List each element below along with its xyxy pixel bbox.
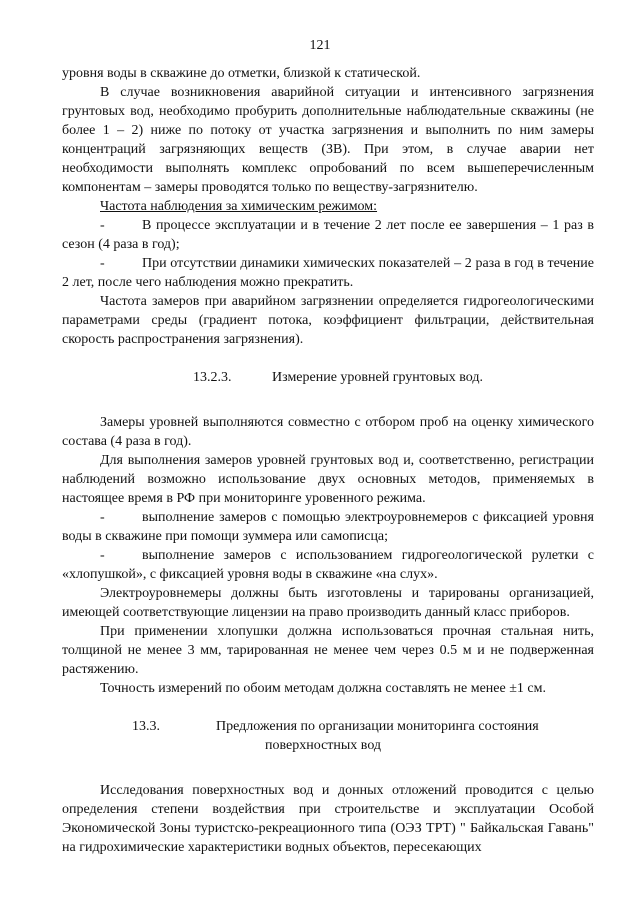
section-title: Предложения по организации мониторинга состояния	[216, 719, 539, 734]
paragraph: уровня воды в скважине до отметки, близкой к статической.	[62, 66, 421, 81]
paragraph: Точность измерений по обоим методам должна составлять не менее ±1 см.	[100, 681, 546, 696]
paragraph: Электроуровнемеры должны быть изготовлены и тарированы организацией, имеющей соответствующие лицензии на право производить данный класс приборов.	[62, 586, 594, 620]
bullet-dash: -	[100, 256, 105, 271]
paragraph: Исследования поверхностных вод и донных отложений проводится с целью определения степени воздействия при строительстве и эксплуатации Особой Экономической Зоны туристско-рекреационного типа (ОЭЗ ТРТ) " Байкальская Гавань" на гидрохимические характеристики водных объектов, пересекающих	[62, 783, 594, 855]
section-number: 13.3.	[132, 719, 160, 734]
list-item	[62, 254, 594, 292]
section-heading-continued	[62, 736, 594, 755]
paragraph: В случае возникновения аварийной ситуации и интенсивного загрязнения грунтовых вод, необходимо пробурить дополнительные наблюдательные скважины (не более 1 – 2) ниже по потоку от участка загрязнения и выполнить по ним замеры концентраций загрязняющих веществ (ЗВ). При этом, в случае аварии нет необходимости выполнять комплекс опробований по всем вышеперечисленным компонентам – замеры проводятся только по веществу-загрязнителю.	[62, 85, 594, 195]
list-item	[62, 508, 594, 546]
list-item-text: При отсутствии динамики химических показателей – 2 раза в год в течение 2 лет, после чего наблюдения можно прекратить.	[62, 256, 594, 290]
section-heading	[62, 717, 594, 736]
bullet-dash: -	[100, 218, 105, 233]
list-item	[62, 546, 594, 584]
paragraph: Частота замеров при аварийном загрязнении определяется гидрогеологическими параметрами среды (градиент потока, коэффициент фильтрации, действительная скорость распространения загрязнения).	[62, 294, 594, 347]
list-item-text: выполнение замеров с использованием гидрогеологической рулетки с «хлопушкой», с фиксацией уровня воды в скважине «на слух».	[62, 548, 594, 582]
paragraph: Для выполнения замеров уровней грунтовых вод и, соответственно, регистрации наблюдений возможно использование двух основных методов, применяемых в настоящее время в РФ при мониторинге уровенного режима.	[62, 453, 594, 506]
section-heading	[62, 368, 594, 387]
paragraph-underlined	[62, 197, 594, 216]
paragraph: При применении хлопушки должна использоваться прочная стальная нить, толщиной не менее 3 мм, тарированная не менее чем через 0.5 м и не подверженная растяжению.	[62, 624, 594, 677]
section-number: 13.2.3.	[193, 370, 232, 385]
document-body	[62, 64, 594, 857]
bullet-dash: -	[100, 548, 105, 563]
bullet-dash: -	[100, 510, 105, 525]
list-item-text: выполнение замеров с помощью электроуровнемеров с фиксацией уровня воды в скважине при помощи зуммера или самописца;	[62, 510, 594, 544]
list-item	[62, 216, 594, 254]
page-number: 121	[309, 38, 331, 53]
paragraph: Замеры уровней выполняются совместно с отбором проб на оценку химического состава (4 раза в год).	[62, 415, 594, 449]
section-title: Измерение уровней грунтовых вод.	[272, 370, 483, 385]
underlined-text: Частота наблюдения за химическим режимом:	[100, 199, 378, 214]
section-title-line2: поверхностных вод	[265, 738, 382, 753]
list-item-text: В процессе эксплуатации и в течение 2 лет после ее завершения – 1 раз в сезон (4 раза в год);	[62, 218, 594, 252]
